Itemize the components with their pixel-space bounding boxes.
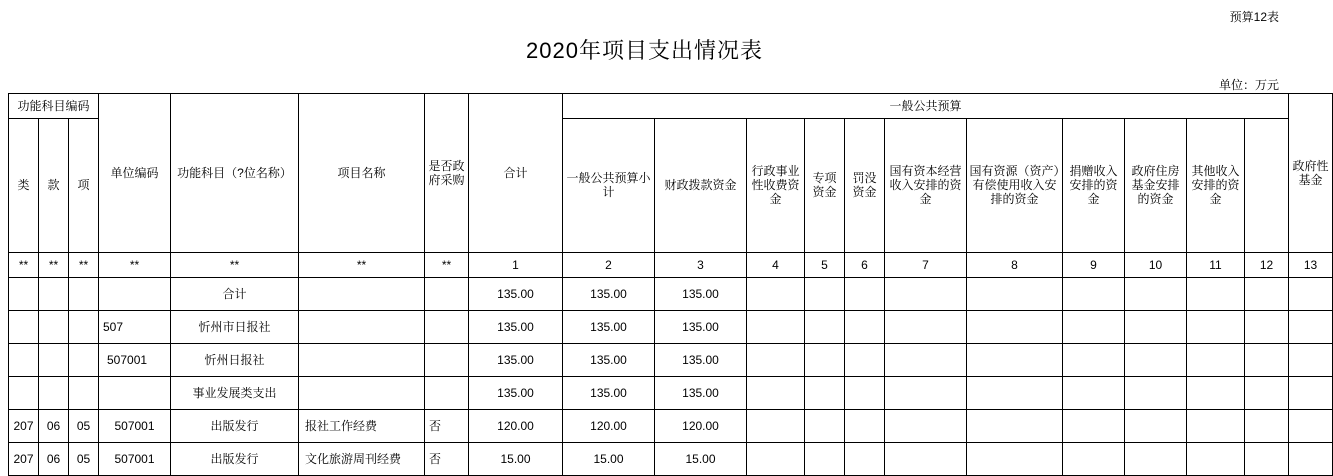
header-functional-code-group: 功能科目编码: [9, 94, 99, 119]
cell-donation-income: [1063, 409, 1125, 442]
cell-admin-fee-income: [747, 277, 805, 310]
cell-gov-housing-fund: [1125, 442, 1187, 475]
header-other-income: 其他收入安排的资金: [1187, 118, 1245, 252]
cell-kuan: [39, 277, 69, 310]
cell-other-income: [1187, 409, 1245, 442]
numrow-cell: 1: [469, 252, 563, 277]
cell-special-account: [1289, 310, 1333, 343]
cell-gov-housing-fund: [1125, 376, 1187, 409]
cell-kuan: [39, 310, 69, 343]
cell-confiscation-fund: [845, 277, 885, 310]
cell-functional-subject: 忻州日报社: [171, 343, 299, 376]
cell-gov-housing-fund: [1125, 310, 1187, 343]
cell-lei: [9, 310, 39, 343]
cell-special-fund: [805, 376, 845, 409]
cell-special-fund: [805, 409, 845, 442]
cell-xiang: [69, 277, 99, 310]
cell-fiscal-appropriation: 120.00: [655, 409, 747, 442]
page-title: 2020年项目支出情况表: [526, 38, 763, 63]
numrow-cell: 2: [563, 252, 655, 277]
cell-admin-fee-income: [747, 343, 805, 376]
cell-gpb-subtotal: 135.00: [563, 376, 655, 409]
cell-unit-code: 507: [99, 310, 171, 343]
numrow-cell: 6: [845, 252, 885, 277]
table-row: [9, 409, 1333, 442]
project-expenditure-table: [8, 93, 1333, 476]
column-number-row: [9, 252, 1333, 277]
cell-admin-fee-income: [747, 409, 805, 442]
cell-gov-purchase: 否: [425, 409, 469, 442]
cell-xiang: [69, 343, 99, 376]
cell-fiscal-appropriation: 135.00: [655, 343, 747, 376]
header-confiscation-fund: 罚没资金: [845, 118, 885, 252]
cell-gov-housing-fund: [1125, 343, 1187, 376]
header-admin-fee-income: 行政事业性收费资金: [747, 118, 805, 252]
cell-xiang: [69, 310, 99, 343]
cell-state-resource-borrow: [967, 343, 1063, 376]
cell-project-name: [299, 310, 425, 343]
numrow-cell: 10: [1125, 252, 1187, 277]
cell-other-income: [1187, 442, 1245, 475]
numrow-cell: 8: [967, 252, 1063, 277]
cell-total: 135.00: [469, 376, 563, 409]
cell-admin-fee-income: [747, 376, 805, 409]
cell-xiang: 05: [69, 409, 99, 442]
cell-fiscal-appropriation: 135.00: [655, 277, 747, 310]
cell-special-account: [1289, 409, 1333, 442]
cell-gpb-subtotal: 135.00: [563, 277, 655, 310]
cell-kuan: 06: [39, 409, 69, 442]
cell-gov-purchase: [425, 376, 469, 409]
cell-state-resource-borrow: [967, 442, 1063, 475]
cell-total: 120.00: [469, 409, 563, 442]
cell-state-resource-borrow: [967, 310, 1063, 343]
numrow-cell: 7: [885, 252, 967, 277]
cell-special-account: [1289, 277, 1333, 310]
cell-state-capital-operating: [885, 409, 967, 442]
cell-functional-subject: 事业发展类支出: [171, 376, 299, 409]
numrow-cell: 4: [747, 252, 805, 277]
cell-total: 135.00: [469, 277, 563, 310]
numrow-cell: 12: [1245, 252, 1289, 277]
cell-gov-housing-fund: [1125, 277, 1187, 310]
cell-fiscal-appropriation: 15.00: [655, 442, 747, 475]
cell-gov-purchase: [425, 343, 469, 376]
cell-donation-income: [1063, 442, 1125, 475]
cell-total: 15.00: [469, 442, 563, 475]
cell-confiscation-fund: [845, 409, 885, 442]
cell-special-fund: [805, 277, 845, 310]
cell-lei: 207: [9, 442, 39, 475]
cell-unit-code: 507001: [99, 442, 171, 475]
cell-state-capital-operating: [885, 343, 967, 376]
numrow-cell: **: [9, 252, 39, 277]
cell-other-income: [1187, 310, 1245, 343]
cell-kuan: [39, 376, 69, 409]
cell-gov-purchase: [425, 310, 469, 343]
table-row: [9, 442, 1333, 475]
cell-gpb-subtotal: 120.00: [563, 409, 655, 442]
cell-kuan: [39, 343, 69, 376]
cell-other-income: [1187, 343, 1245, 376]
cell-xiang: 05: [69, 442, 99, 475]
cell-unit-code: [99, 376, 171, 409]
numrow-cell: **: [69, 252, 99, 277]
cell-project-name: [299, 277, 425, 310]
cell-confiscation-fund: [845, 376, 885, 409]
cell-state-resource-borrow: [967, 409, 1063, 442]
cell-special-account: [1289, 376, 1333, 409]
cell-donation-income: [1063, 277, 1125, 310]
cell-gpb-subtotal: 15.00: [563, 442, 655, 475]
cell-lei: [9, 277, 39, 310]
header-lei: 类: [9, 118, 39, 252]
cell-total: 135.00: [469, 310, 563, 343]
header-kuan: 款: [39, 118, 69, 252]
header-state-capital-operating: 国有资本经营收入安排的资金: [885, 118, 967, 252]
header-unit-code: 单位编码: [99, 94, 171, 253]
header-gov-housing-fund: 政府住房基金安排的资金: [1125, 118, 1187, 252]
cell-gpb-subtotal: 135.00: [563, 310, 655, 343]
numrow-cell: **: [99, 252, 171, 277]
cell-admin-fee-income: [747, 310, 805, 343]
cell-project-name: [299, 343, 425, 376]
cell-functional-subject: 出版发行: [171, 442, 299, 475]
table-body: [9, 252, 1333, 475]
table-row: [9, 343, 1333, 376]
cell-xiang: [69, 376, 99, 409]
header-general-public-budget-group: 一般公共预算: [563, 94, 1289, 119]
header-special-fund: 专项资金: [805, 118, 845, 252]
cell-special-fund: [805, 310, 845, 343]
cell-state-capital-operating: [885, 442, 967, 475]
cell-gov-purchase: 否: [425, 442, 469, 475]
table-row: [9, 310, 1333, 343]
cell-unit-code: 507001: [99, 409, 171, 442]
cell-special-account: [1289, 343, 1333, 376]
cell-gov-housing-fund: [1125, 409, 1187, 442]
cell-confiscation-fund: [845, 343, 885, 376]
cell-state-capital-operating: [885, 277, 967, 310]
cell-confiscation-fund: [845, 310, 885, 343]
cell-gov-purchase: [425, 277, 469, 310]
numrow-cell: **: [425, 252, 469, 277]
cell-unit-code: 507001: [99, 343, 171, 376]
cell-functional-subject: 合计: [171, 277, 299, 310]
numrow-cell: **: [39, 252, 69, 277]
form-number-note: 预算12表: [1229, 10, 1279, 24]
cell-lei: [9, 376, 39, 409]
cell-functional-subject: 出版发行: [171, 409, 299, 442]
header-donation-income: 捐赠收入安排的资金: [1063, 118, 1125, 252]
cell-state-resource-borrow: [967, 277, 1063, 310]
numrow-cell: 13: [1289, 252, 1333, 277]
cell-special-fund: [805, 442, 845, 475]
cell-other-income: [1187, 376, 1245, 409]
cell-project-name: 文化旅游周刊经费: [299, 442, 425, 475]
cell-special-fund: [805, 343, 845, 376]
cell-gpb-subtotal: 135.00: [563, 343, 655, 376]
numrow-cell: 3: [655, 252, 747, 277]
table-row: [9, 376, 1333, 409]
cell-state-capital-operating: [885, 310, 967, 343]
cell-donation-income: [1063, 376, 1125, 409]
cell-lei: 207: [9, 409, 39, 442]
cell-admin-fee-income: [747, 442, 805, 475]
cell-project-name: [299, 376, 425, 409]
header-xiang: 项: [69, 118, 99, 252]
header-gov-fund: 政府性基金: [1289, 94, 1333, 253]
header-fiscal-appropriation: 财政拨款资金: [655, 118, 747, 252]
cell-gov-fund: [1245, 343, 1289, 376]
table-row: [9, 277, 1333, 310]
table-header-group-row: [9, 94, 1333, 119]
cell-gov-fund: [1245, 442, 1289, 475]
cell-fiscal-appropriation: 135.00: [655, 376, 747, 409]
cell-lei: [9, 343, 39, 376]
cell-gov-fund: [1245, 310, 1289, 343]
cell-gov-fund: [1245, 376, 1289, 409]
header-total: 合计: [469, 94, 563, 253]
cell-confiscation-fund: [845, 442, 885, 475]
cell-project-name: 报社工作经费: [299, 409, 425, 442]
header-gpb-subtotal: 一般公共预算小计: [563, 118, 655, 252]
cell-fiscal-appropriation: 135.00: [655, 310, 747, 343]
header-state-resource-borrow: 国有资源（资产）有偿使用收入安排的资金: [967, 118, 1063, 252]
numrow-cell: **: [299, 252, 425, 277]
cell-gov-fund: [1245, 409, 1289, 442]
cell-special-account: [1289, 442, 1333, 475]
cell-gov-fund: [1245, 277, 1289, 310]
numrow-cell: 5: [805, 252, 845, 277]
numrow-cell: 9: [1063, 252, 1125, 277]
cell-state-resource-borrow: [967, 376, 1063, 409]
numrow-cell: 11: [1187, 252, 1245, 277]
header-project-name: 项目名称: [299, 94, 425, 253]
header-gov-purchase: 是否政府采购: [425, 94, 469, 253]
cell-functional-subject: 忻州市日报社: [171, 310, 299, 343]
cell-donation-income: [1063, 310, 1125, 343]
cell-state-capital-operating: [885, 376, 967, 409]
cell-total: 135.00: [469, 343, 563, 376]
cell-other-income: [1187, 277, 1245, 310]
header-functional-subject: 功能科目（?位名称）: [171, 94, 299, 253]
cell-unit-code: [99, 277, 171, 310]
unit-note: 单位：万元: [1218, 78, 1279, 92]
cell-donation-income: [1063, 343, 1125, 376]
cell-kuan: 06: [39, 442, 69, 475]
numrow-cell: **: [171, 252, 299, 277]
